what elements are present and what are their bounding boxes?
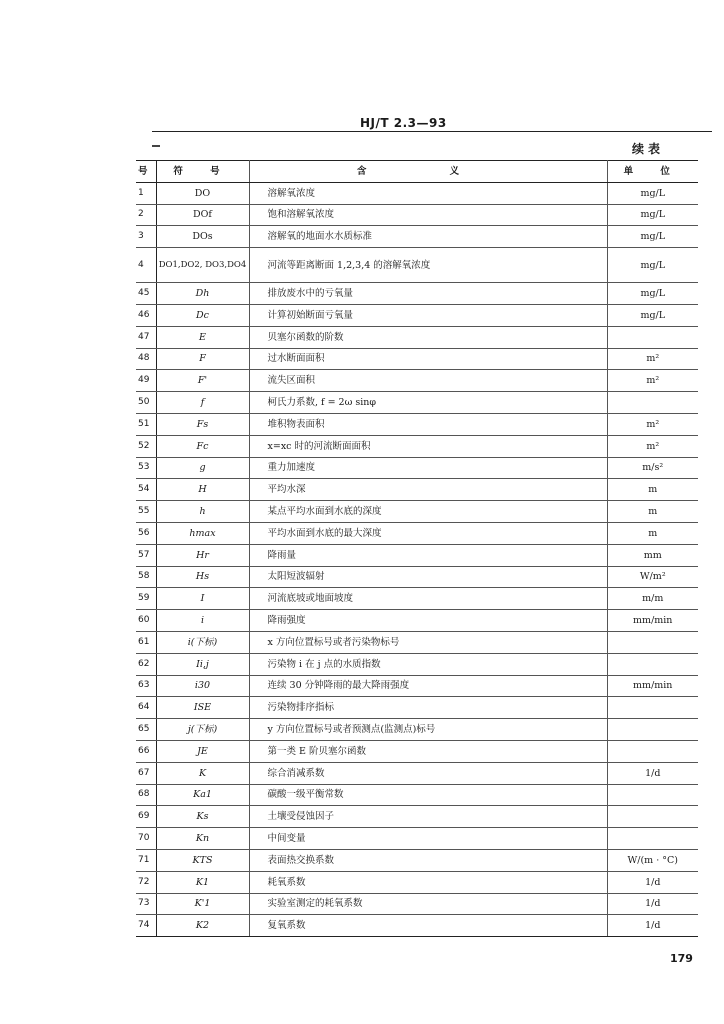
table-row [136, 226, 698, 248]
row-number: 61 [136, 631, 156, 653]
table-row [136, 479, 698, 501]
row-meaning: x=xc 时的河流断面面积 [249, 435, 607, 457]
table-row [136, 675, 698, 697]
row-meaning: 表面热交换系数 [249, 849, 607, 871]
row-meaning: 污染物 i 在 j 点的水质指数 [249, 653, 607, 675]
row-meaning: 溶解氧的地面水水质标准 [249, 226, 607, 248]
table-row [136, 182, 698, 204]
row-meaning: 过水断面面积 [249, 348, 607, 370]
symbol-table [136, 160, 698, 937]
row-symbol: ISE [156, 697, 249, 719]
column-header-unit: 单 位 [607, 161, 698, 183]
row-meaning: 实验室测定的耗氧系数 [249, 893, 607, 915]
row-unit: W/m² [607, 566, 698, 588]
row-unit: m [607, 501, 698, 523]
row-unit: mg/L [607, 182, 698, 204]
table-row [136, 631, 698, 653]
table-row [136, 740, 698, 762]
row-unit: m [607, 479, 698, 501]
row-symbol: Fs [156, 413, 249, 435]
row-unit: mg/L [607, 248, 698, 283]
row-unit: mm/min [607, 610, 698, 632]
row-symbol: Hs [156, 566, 249, 588]
row-number: 47 [136, 326, 156, 348]
row-meaning: 重力加速度 [249, 457, 607, 479]
row-unit: 1/d [607, 915, 698, 937]
table-row [136, 566, 698, 588]
row-symbol: Fc [156, 435, 249, 457]
row-unit [607, 326, 698, 348]
row-number: 54 [136, 479, 156, 501]
row-symbol: K1 [156, 871, 249, 893]
table-row [136, 697, 698, 719]
row-unit: mg/L [607, 304, 698, 326]
table-row [136, 435, 698, 457]
table-row [136, 348, 698, 370]
row-number: 3 [136, 226, 156, 248]
row-meaning: 河流等距离断面 1,2,3,4 的溶解氧浓度 [249, 248, 607, 283]
row-meaning: 中间变量 [249, 828, 607, 850]
row-unit [607, 806, 698, 828]
row-number: 52 [136, 435, 156, 457]
row-unit: 1/d [607, 762, 698, 784]
row-symbol: JE [156, 740, 249, 762]
row-number: 56 [136, 522, 156, 544]
table-body [136, 182, 698, 936]
row-symbol: DO1,DO2, DO3,DO4 [156, 248, 249, 283]
table-row [136, 248, 698, 283]
row-number: 59 [136, 588, 156, 610]
row-meaning: 污染物排序指标 [249, 697, 607, 719]
row-number: 72 [136, 871, 156, 893]
row-unit: m [607, 522, 698, 544]
row-meaning: 碳酸一级平衡常数 [249, 784, 607, 806]
row-number: 62 [136, 653, 156, 675]
table-row [136, 204, 698, 226]
row-number: 65 [136, 719, 156, 741]
row-symbol: Kn [156, 828, 249, 850]
header-rule [152, 131, 712, 132]
table-row [136, 304, 698, 326]
row-meaning: 溶解氧浓度 [249, 182, 607, 204]
table-row [136, 893, 698, 915]
row-unit [607, 697, 698, 719]
row-meaning: 某点平均水面到水底的深度 [249, 501, 607, 523]
table-row [136, 828, 698, 850]
row-meaning: 降雨强度 [249, 610, 607, 632]
page-number: 179 [670, 952, 693, 965]
row-symbol: K [156, 762, 249, 784]
row-unit: m² [607, 413, 698, 435]
row-number: 74 [136, 915, 156, 937]
row-number: 4 [136, 248, 156, 283]
row-number: 51 [136, 413, 156, 435]
row-symbol: Dc [156, 304, 249, 326]
row-symbol: Dh [156, 283, 249, 305]
row-unit: mg/L [607, 226, 698, 248]
row-symbol: F [156, 348, 249, 370]
row-symbol: Hr [156, 544, 249, 566]
table-row [136, 653, 698, 675]
row-symbol: Ii,j [156, 653, 249, 675]
row-meaning: y 方向位置标号或者预测点(监测点)标号 [249, 719, 607, 741]
row-symbol: KTS [156, 849, 249, 871]
row-number: 66 [136, 740, 156, 762]
row-number: 64 [136, 697, 156, 719]
row-symbol: DOf [156, 204, 249, 226]
row-unit [607, 740, 698, 762]
row-number: 73 [136, 893, 156, 915]
table-row [136, 501, 698, 523]
continued-label: 续表 [632, 142, 665, 156]
row-symbol: K2 [156, 915, 249, 937]
row-number: 55 [136, 501, 156, 523]
table-row [136, 719, 698, 741]
row-symbol: g [156, 457, 249, 479]
row-unit: W/(m · °C) [607, 849, 698, 871]
row-meaning: 综合消减系数 [249, 762, 607, 784]
row-number: 57 [136, 544, 156, 566]
column-header-symbol: 符 号 [156, 161, 249, 183]
row-unit: m² [607, 435, 698, 457]
row-number: 45 [136, 283, 156, 305]
row-unit: m/s² [607, 457, 698, 479]
row-unit [607, 392, 698, 414]
row-meaning: 流失区面积 [249, 370, 607, 392]
row-meaning: 柯氏力系数, f = 2ω sinφ [249, 392, 607, 414]
table-row [136, 457, 698, 479]
row-meaning: 土壤受侵蚀因子 [249, 806, 607, 828]
row-symbol: DOs [156, 226, 249, 248]
table-row [136, 544, 698, 566]
table-header-row [136, 161, 698, 183]
row-symbol: i [156, 610, 249, 632]
row-unit: m/m [607, 588, 698, 610]
row-meaning: x 方向位置标号或者污染物标号 [249, 631, 607, 653]
row-unit: 1/d [607, 893, 698, 915]
row-meaning: 排放废水中的亏氧量 [249, 283, 607, 305]
row-symbol: K'1 [156, 893, 249, 915]
row-meaning: 第一类 E 阶贝塞尔函数 [249, 740, 607, 762]
table-row [136, 413, 698, 435]
row-unit: mg/L [607, 283, 698, 305]
row-symbol: DO [156, 182, 249, 204]
row-unit [607, 653, 698, 675]
table-row [136, 392, 698, 414]
table-row [136, 871, 698, 893]
row-symbol: f [156, 392, 249, 414]
row-number: 58 [136, 566, 156, 588]
row-meaning: 河流底坡或地面坡度 [249, 588, 607, 610]
row-number: 1 [136, 182, 156, 204]
row-number: 50 [136, 392, 156, 414]
row-meaning: 平均水面到水底的最大深度 [249, 522, 607, 544]
table-row [136, 370, 698, 392]
row-meaning: 太阳短波辐射 [249, 566, 607, 588]
row-number: 46 [136, 304, 156, 326]
row-symbol: hmax [156, 522, 249, 544]
table-row [136, 784, 698, 806]
row-number: 68 [136, 784, 156, 806]
row-meaning: 堆积物表面积 [249, 413, 607, 435]
table-row [136, 522, 698, 544]
column-header-meaning: 含 义 [249, 161, 607, 183]
row-symbol: j(下标) [156, 719, 249, 741]
row-unit [607, 631, 698, 653]
row-symbol: Ka1 [156, 784, 249, 806]
table-row [136, 849, 698, 871]
row-unit: mm/min [607, 675, 698, 697]
table-row [136, 326, 698, 348]
column-header-number: 号 [136, 161, 156, 183]
row-meaning: 降雨量 [249, 544, 607, 566]
row-number: 67 [136, 762, 156, 784]
row-meaning: 饱和溶解氧浓度 [249, 204, 607, 226]
row-meaning: 平均水深 [249, 479, 607, 501]
row-unit: 1/d [607, 871, 698, 893]
table-row [136, 806, 698, 828]
row-number: 48 [136, 348, 156, 370]
row-number: 69 [136, 806, 156, 828]
row-number: 60 [136, 610, 156, 632]
table-row [136, 588, 698, 610]
table-row [136, 610, 698, 632]
row-symbol: I [156, 588, 249, 610]
scan-mark [152, 145, 160, 147]
row-meaning: 连续 30 分钟降雨的最大降雨强度 [249, 675, 607, 697]
row-unit [607, 784, 698, 806]
row-meaning: 贝塞尔函数的阶数 [249, 326, 607, 348]
row-number: 49 [136, 370, 156, 392]
table-row [136, 915, 698, 937]
row-symbol: h [156, 501, 249, 523]
row-meaning: 耗氧系数 [249, 871, 607, 893]
row-number: 70 [136, 828, 156, 850]
row-number: 53 [136, 457, 156, 479]
row-symbol: Ks [156, 806, 249, 828]
row-symbol: F' [156, 370, 249, 392]
row-unit [607, 719, 698, 741]
row-number: 63 [136, 675, 156, 697]
row-number: 71 [136, 849, 156, 871]
row-unit: mg/L [607, 204, 698, 226]
row-symbol: E [156, 326, 249, 348]
row-symbol: i30 [156, 675, 249, 697]
row-unit: mm [607, 544, 698, 566]
table-row [136, 283, 698, 305]
document-code: HJ/T 2.3—93 [360, 116, 447, 130]
row-number: 2 [136, 204, 156, 226]
row-unit [607, 828, 698, 850]
row-unit: m² [607, 370, 698, 392]
row-unit: m² [607, 348, 698, 370]
row-meaning: 复氧系数 [249, 915, 607, 937]
table-row [136, 762, 698, 784]
row-meaning: 计算初始断面亏氧量 [249, 304, 607, 326]
row-symbol: H [156, 479, 249, 501]
row-symbol: i(下标) [156, 631, 249, 653]
